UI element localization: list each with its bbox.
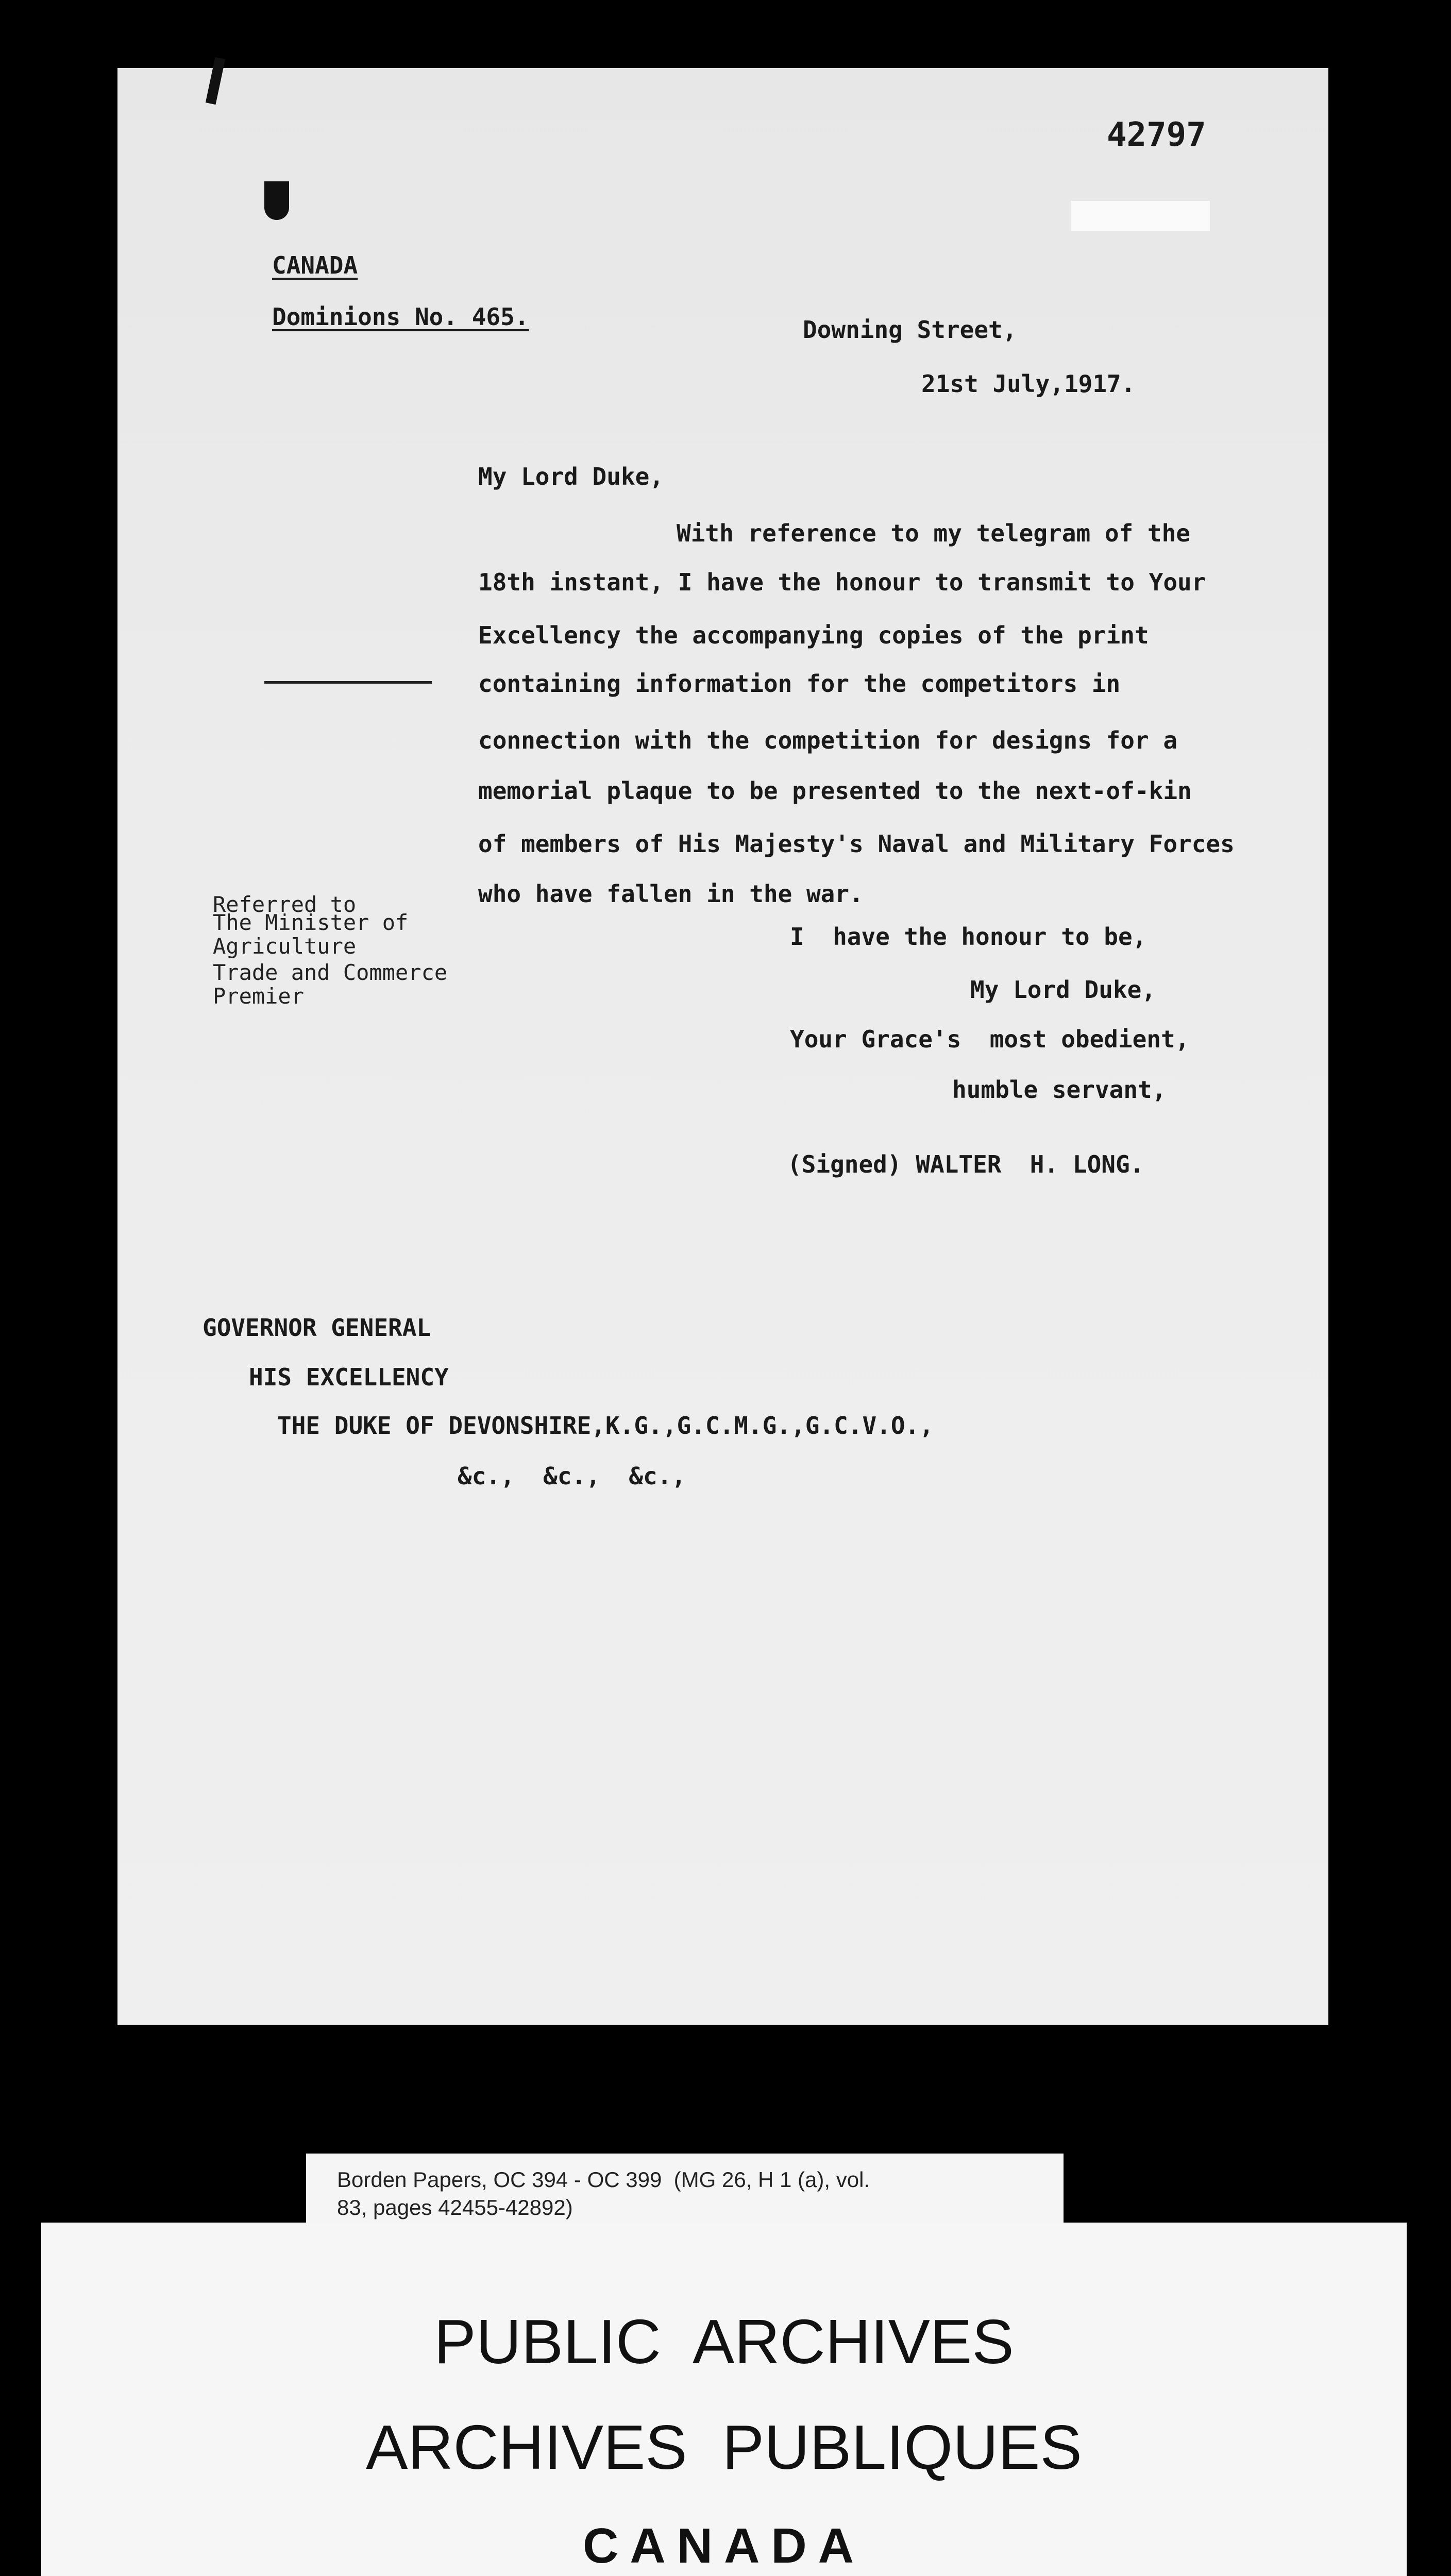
margin-note-line: Referred to: [213, 892, 357, 917]
archives-title-english: PUBLIC ARCHIVES: [434, 2307, 1014, 2377]
archives-card: [41, 2223, 1407, 2576]
address-line: Downing Street,: [803, 316, 1017, 344]
closing-line: Your Grace's most obedient,: [790, 1025, 1190, 1053]
signature: (Signed) WALTER H. LONG.: [787, 1150, 1144, 1178]
body-line: containing information for the competitors in: [478, 670, 1121, 698]
addressee-line: HIS EXCELLENCY: [249, 1363, 449, 1391]
archives-country: CANADA: [583, 2518, 865, 2573]
addressee-line: THE DUKE OF DEVONSHIRE,K.G.,G.C.M.G.,G.C.V.O.,: [277, 1412, 934, 1439]
citation-label: [306, 2154, 1064, 2231]
document-number: 42797: [1107, 116, 1206, 154]
addressee-line: &c., &c., &c.,: [458, 1462, 686, 1490]
margin-rule: [264, 681, 432, 684]
closing-line: humble servant,: [952, 1076, 1167, 1104]
dispatch-number: Dominions No. 465.: [272, 303, 529, 331]
letter-page: [117, 68, 1328, 2025]
margin-note-line: The Minister of: [213, 910, 409, 935]
body-line: 18th instant, I have the honour to transmit to Your: [478, 568, 1206, 596]
date-line: 21st July,1917.: [921, 370, 1136, 398]
citation-line-2: 83, pages 42455-42892): [337, 2195, 573, 2219]
body-line: With reference to my telegram of the: [677, 519, 1190, 547]
corner-ink-mark: [206, 57, 225, 105]
body-line: memorial plaque to be presented to the next-of-kin: [478, 777, 1192, 805]
ink-blot: [264, 181, 289, 220]
margin-note-line: Premier: [213, 984, 305, 1009]
citation-line-1: Borden Papers, OC 394 - OC 399 (MG 26, H 1 (a), vol.: [337, 2167, 870, 2192]
margin-note-line: Agriculture: [213, 934, 357, 959]
addressee-line: GOVERNOR GENERAL: [203, 1314, 431, 1342]
body-line: of members of His Majesty's Naval and Military Forces: [478, 830, 1235, 858]
body-line: who have fallen in the war.: [478, 880, 864, 908]
heading-country: CANADA: [272, 251, 358, 279]
salutation: My Lord Duke,: [478, 463, 664, 490]
closing-line: I have the honour to be,: [790, 923, 1147, 951]
white-patch: [1071, 201, 1210, 231]
closing-line: My Lord Duke,: [970, 976, 1156, 1004]
body-line: connection with the competition for designs for a: [478, 726, 1178, 754]
margin-note-line: Trade and Commerce: [213, 960, 448, 985]
archives-title-french: ARCHIVES PUBLIQUES: [366, 2412, 1082, 2482]
body-line: Excellency the accompanying copies of the print: [478, 621, 1149, 649]
